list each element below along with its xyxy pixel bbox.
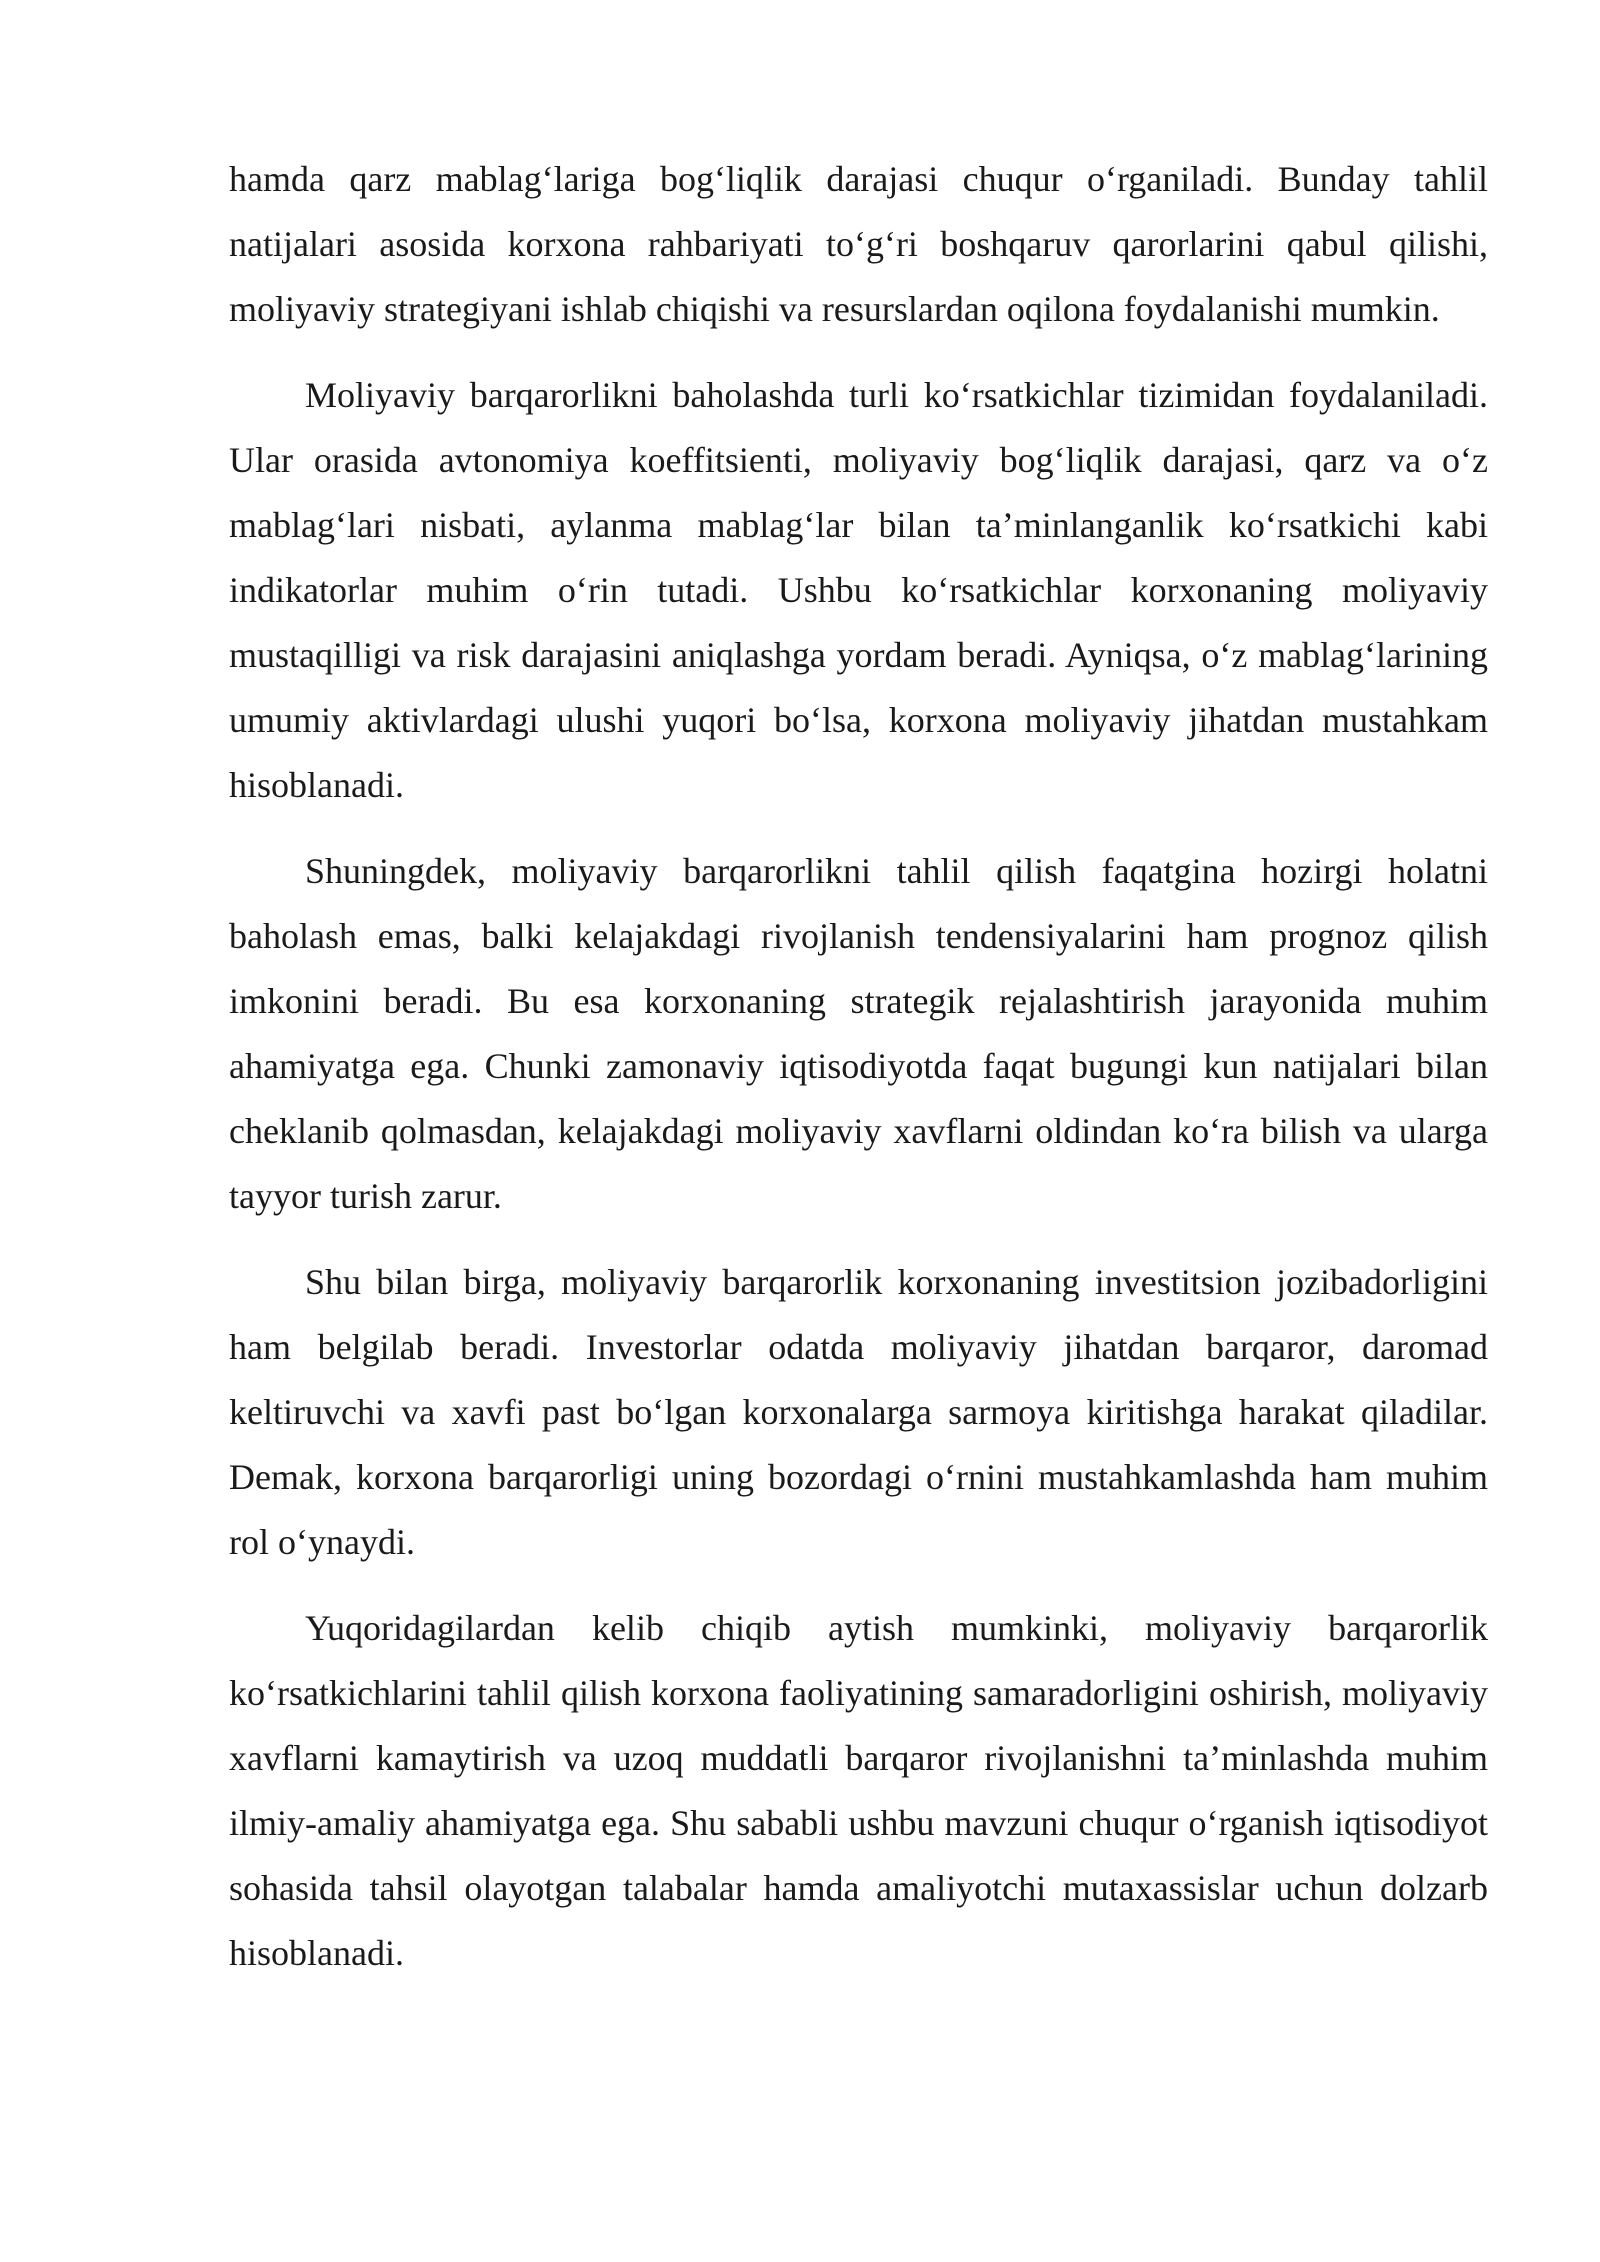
paragraph-1: hamda qarz mablag‘lariga bog‘liqlik darajasi chuqur o‘rganiladi. Bunday tahlil natijalari asosida korxona rahbariyati to‘g‘ri boshqaruv qarorlarini qabul qilishi, moliyaviy strategiyani ishlab chiqishi va resurslardan oqilona foydalanishi mumkin. (229, 159, 1488, 329)
paragraph-3: Shuningdek, moliyaviy barqarorlikni tahlil qilish faqatgina hozirgi holatni baholash emas, balki kelajakdagi rivojlanish tendensiyalarini ham prognoz qilish imkonini beradi. Bu esa korxonaning strategik rejalashtirish jarayonida muhim ahamiyatga ega. Chunki zamonaviy iqtisodiyotda faqat bugungi kun natijalari bilan cheklanib qolmasdan, kelajakdagi moliyaviy xavflarni oldindan ko‘ra bilish va ularga tayyor turish zarur. (229, 851, 1488, 1216)
document-body (229, 147, 1488, 2007)
paragraph-4: Shu bilan birga, moliyaviy barqarorlik korxonaning investitsion jozibadorligini ham belgilab beradi. Investorlar odatda moliyaviy jihatdan barqaror, daromad keltiruvchi va xavfi past bo‘lgan korxonalarga sarmoya kiritishga harakat qiladilar. Demak, korxona barqarorligi uning bozordagi o‘rnini mustahkamlashda ham muhim rol o‘ynaydi. (229, 1262, 1488, 1562)
paragraph-2: Moliyaviy barqarorlikni baholashda turli ko‘rsatkichlar tizimidan foydalaniladi. Ular orasida avtonomiya koeffitsienti, moliyaviy bog‘liqlik darajasi, qarz va o‘z mablag‘lari nisbati, aylanma mablag‘lar bilan ta’minlanganlik ko‘rsatkichi kabi indikatorlar muhim o‘rin tutadi. Ushbu ko‘rsatkichlar korxonaning moliyaviy mustaqilligi va risk darajasini aniqlashga yordam beradi. Ayniqsa, o‘z mablag‘larining umumiy aktivlardagi ulushi yuqori bo‘lsa, korxona moliyaviy jihatdan mustahkam hisoblanadi. (229, 375, 1488, 805)
paragraph-5: Yuqoridagilardan kelib chiqib aytish mumkinki, moliyaviy barqarorlik ko‘rsatkichlarini tahlil qilish korxona faoliyatining samaradorligini oshirish, moliyaviy xavflarni kamaytirish va uzoq muddatli barqaror rivojlanishni ta’minlashda muhim ilmiy-amaliy ahamiyatga ega. Shu sababli ushbu mavzuni chuqur o‘rganish iqtisodiyot sohasida tahsil olayotgan talabalar hamda amaliyotchi mutaxassislar uchun dolzarb hisoblanadi. (229, 1608, 1488, 1973)
